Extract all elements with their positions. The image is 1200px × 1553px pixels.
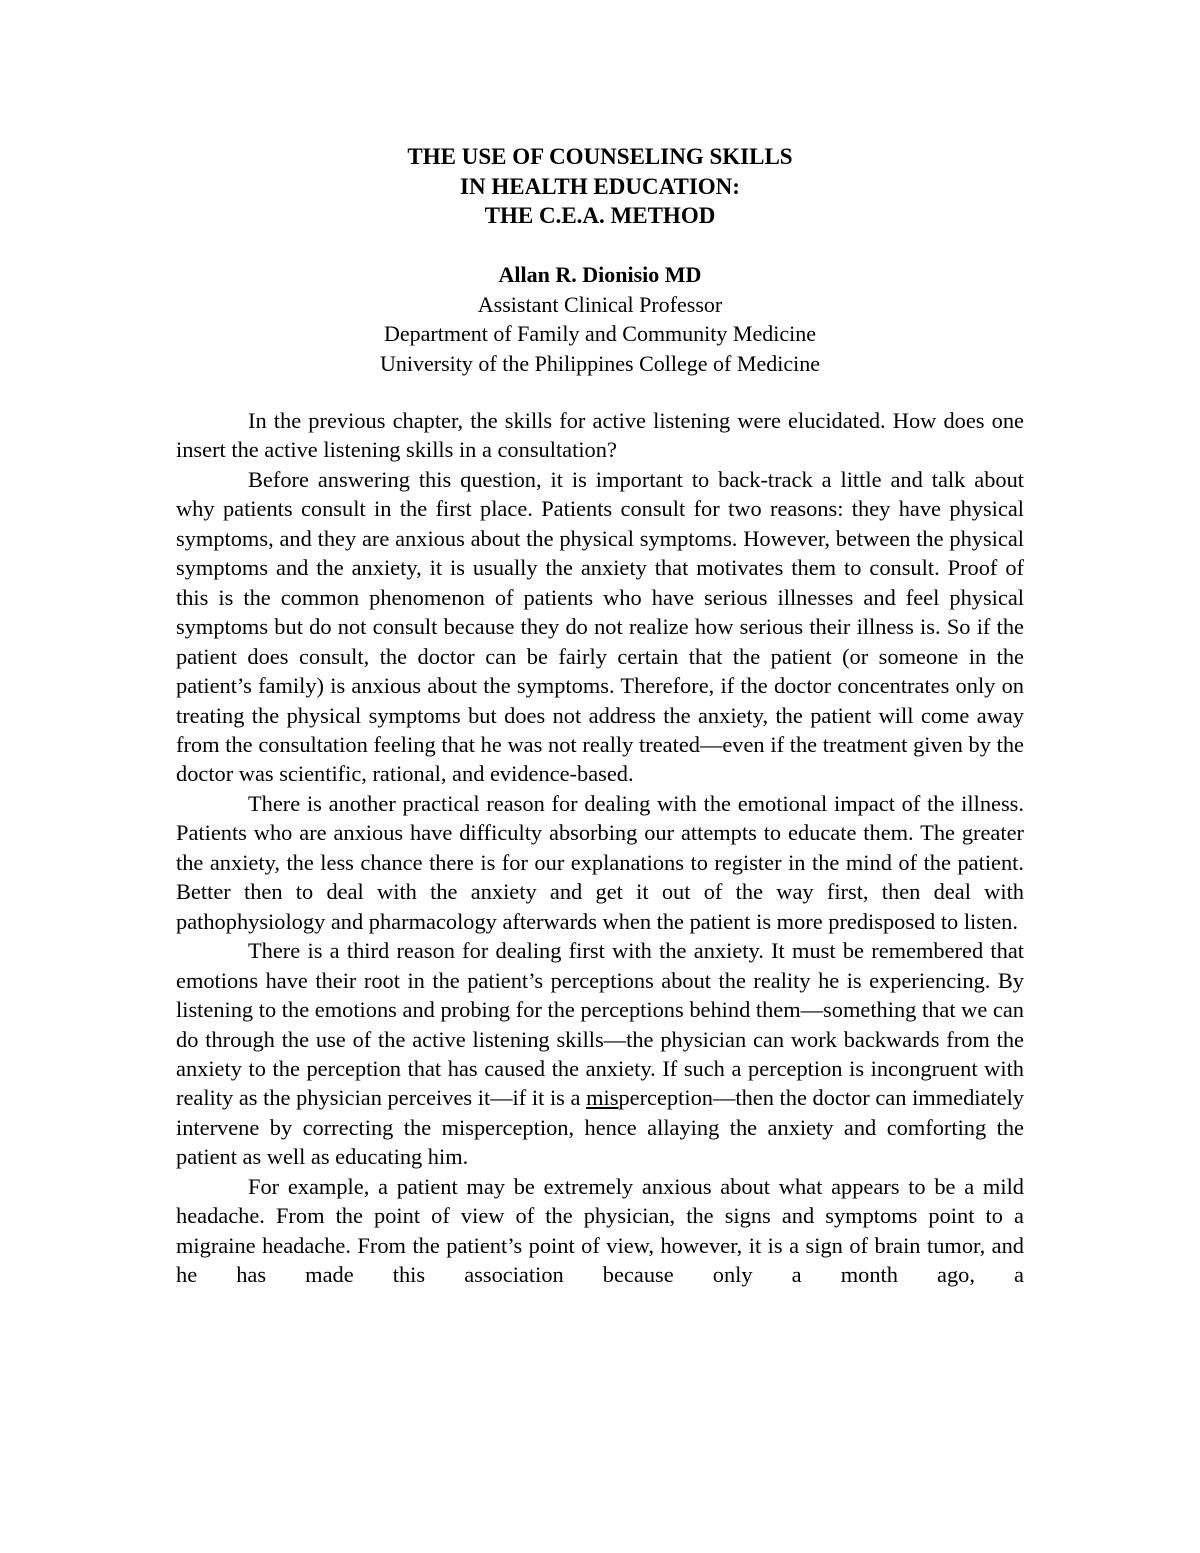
paragraph-1: In the previous chapter, the skills for active listening were elucidated. How does one insert the active listening skills in a consultation? xyxy=(176,408,1024,463)
paragraph-2: Before answering this question, it is important to back-track a little and talk about why patients consult in the first place. Patients consult for two reasons: they have physical symptoms, and they are anxious about the physical symptoms. However, between the physical symptoms and the anxiety, it is usually the anxiety that motivates them to consult. Proof of this is the common phenomenon of patients who have serious illnesses and feel physical symptoms but do not consult because they do not realize how serious their illness is. So if the patient does consult, the doctor can be fairly certain that the patient (or someone in the patient’s family) is anxious about the symptoms. Therefore, if the doctor concentrates only on treating the physical symptoms but does not address the anxiety, the patient will come away from the consultation feeling that he was not really treated—even if the treatment given by the doctor was scientific, rational, and evidence-based. xyxy=(176,466,1024,787)
title-line-3: THE C.E.A. METHOD xyxy=(484,203,716,228)
author-department: Department of Family and Community Medicine xyxy=(384,321,816,346)
author-name: Allan R. Dionisio MD xyxy=(498,262,702,287)
paragraph-4-part-2: perception—then the doctor can immediately intervene by correcting the misperception, hence allaying the anxiety and comforting the patient as well as educating him. xyxy=(176,1085,1024,1170)
paragraph-4 xyxy=(176,936,1024,1172)
body-text xyxy=(176,406,1024,1290)
paragraph-4-part-1: There is a third reason for dealing first with the anxiety. It must be remembered that emotions have their root in the patient’s perceptions about the reality he is experiencing. By listening to the emotions and probing for the perceptions behind them—something that we can do through the use of the active listening skills—the physician can work backwards from the anxiety to the perception that has caused the anxiety. If such a perception is incongruent with reality as the physician perceives it—if it is a xyxy=(176,938,1024,1111)
paragraph-3: There is another practical reason for dealing with the emotional impact of the illness. Patients who are anxious have difficulty absorbing our attempts to educate them. The greater the anxiety, the less chance there is for our explanations to register in the mind of the patient. Better then to deal with the anxiety and get it out of the way first, then deal with pathophysiology and pharmacology afterwards when the patient is more predisposed to listen. xyxy=(176,790,1024,934)
paragraph-4-underlined: mis xyxy=(586,1085,619,1111)
document-title xyxy=(0,142,1200,231)
author-block xyxy=(0,260,1200,378)
title-line-1: THE USE OF COUNSELING SKILLS xyxy=(407,144,793,169)
author-institution: University of the Philippines College of Medicine xyxy=(380,350,820,376)
author-position: Assistant Clinical Professor xyxy=(477,291,723,317)
paragraph-5: For example, a patient may be extremely anxious about what appears to be a mild headache. From the point of view of the physician, the signs and symptoms point to a migraine headache. From the patient’s point of view, however, it is a sign of brain tumor, and he has made this association because only a month ago, a xyxy=(176,1173,1024,1288)
title-line-2: IN HEALTH EDUCATION: xyxy=(460,173,740,199)
